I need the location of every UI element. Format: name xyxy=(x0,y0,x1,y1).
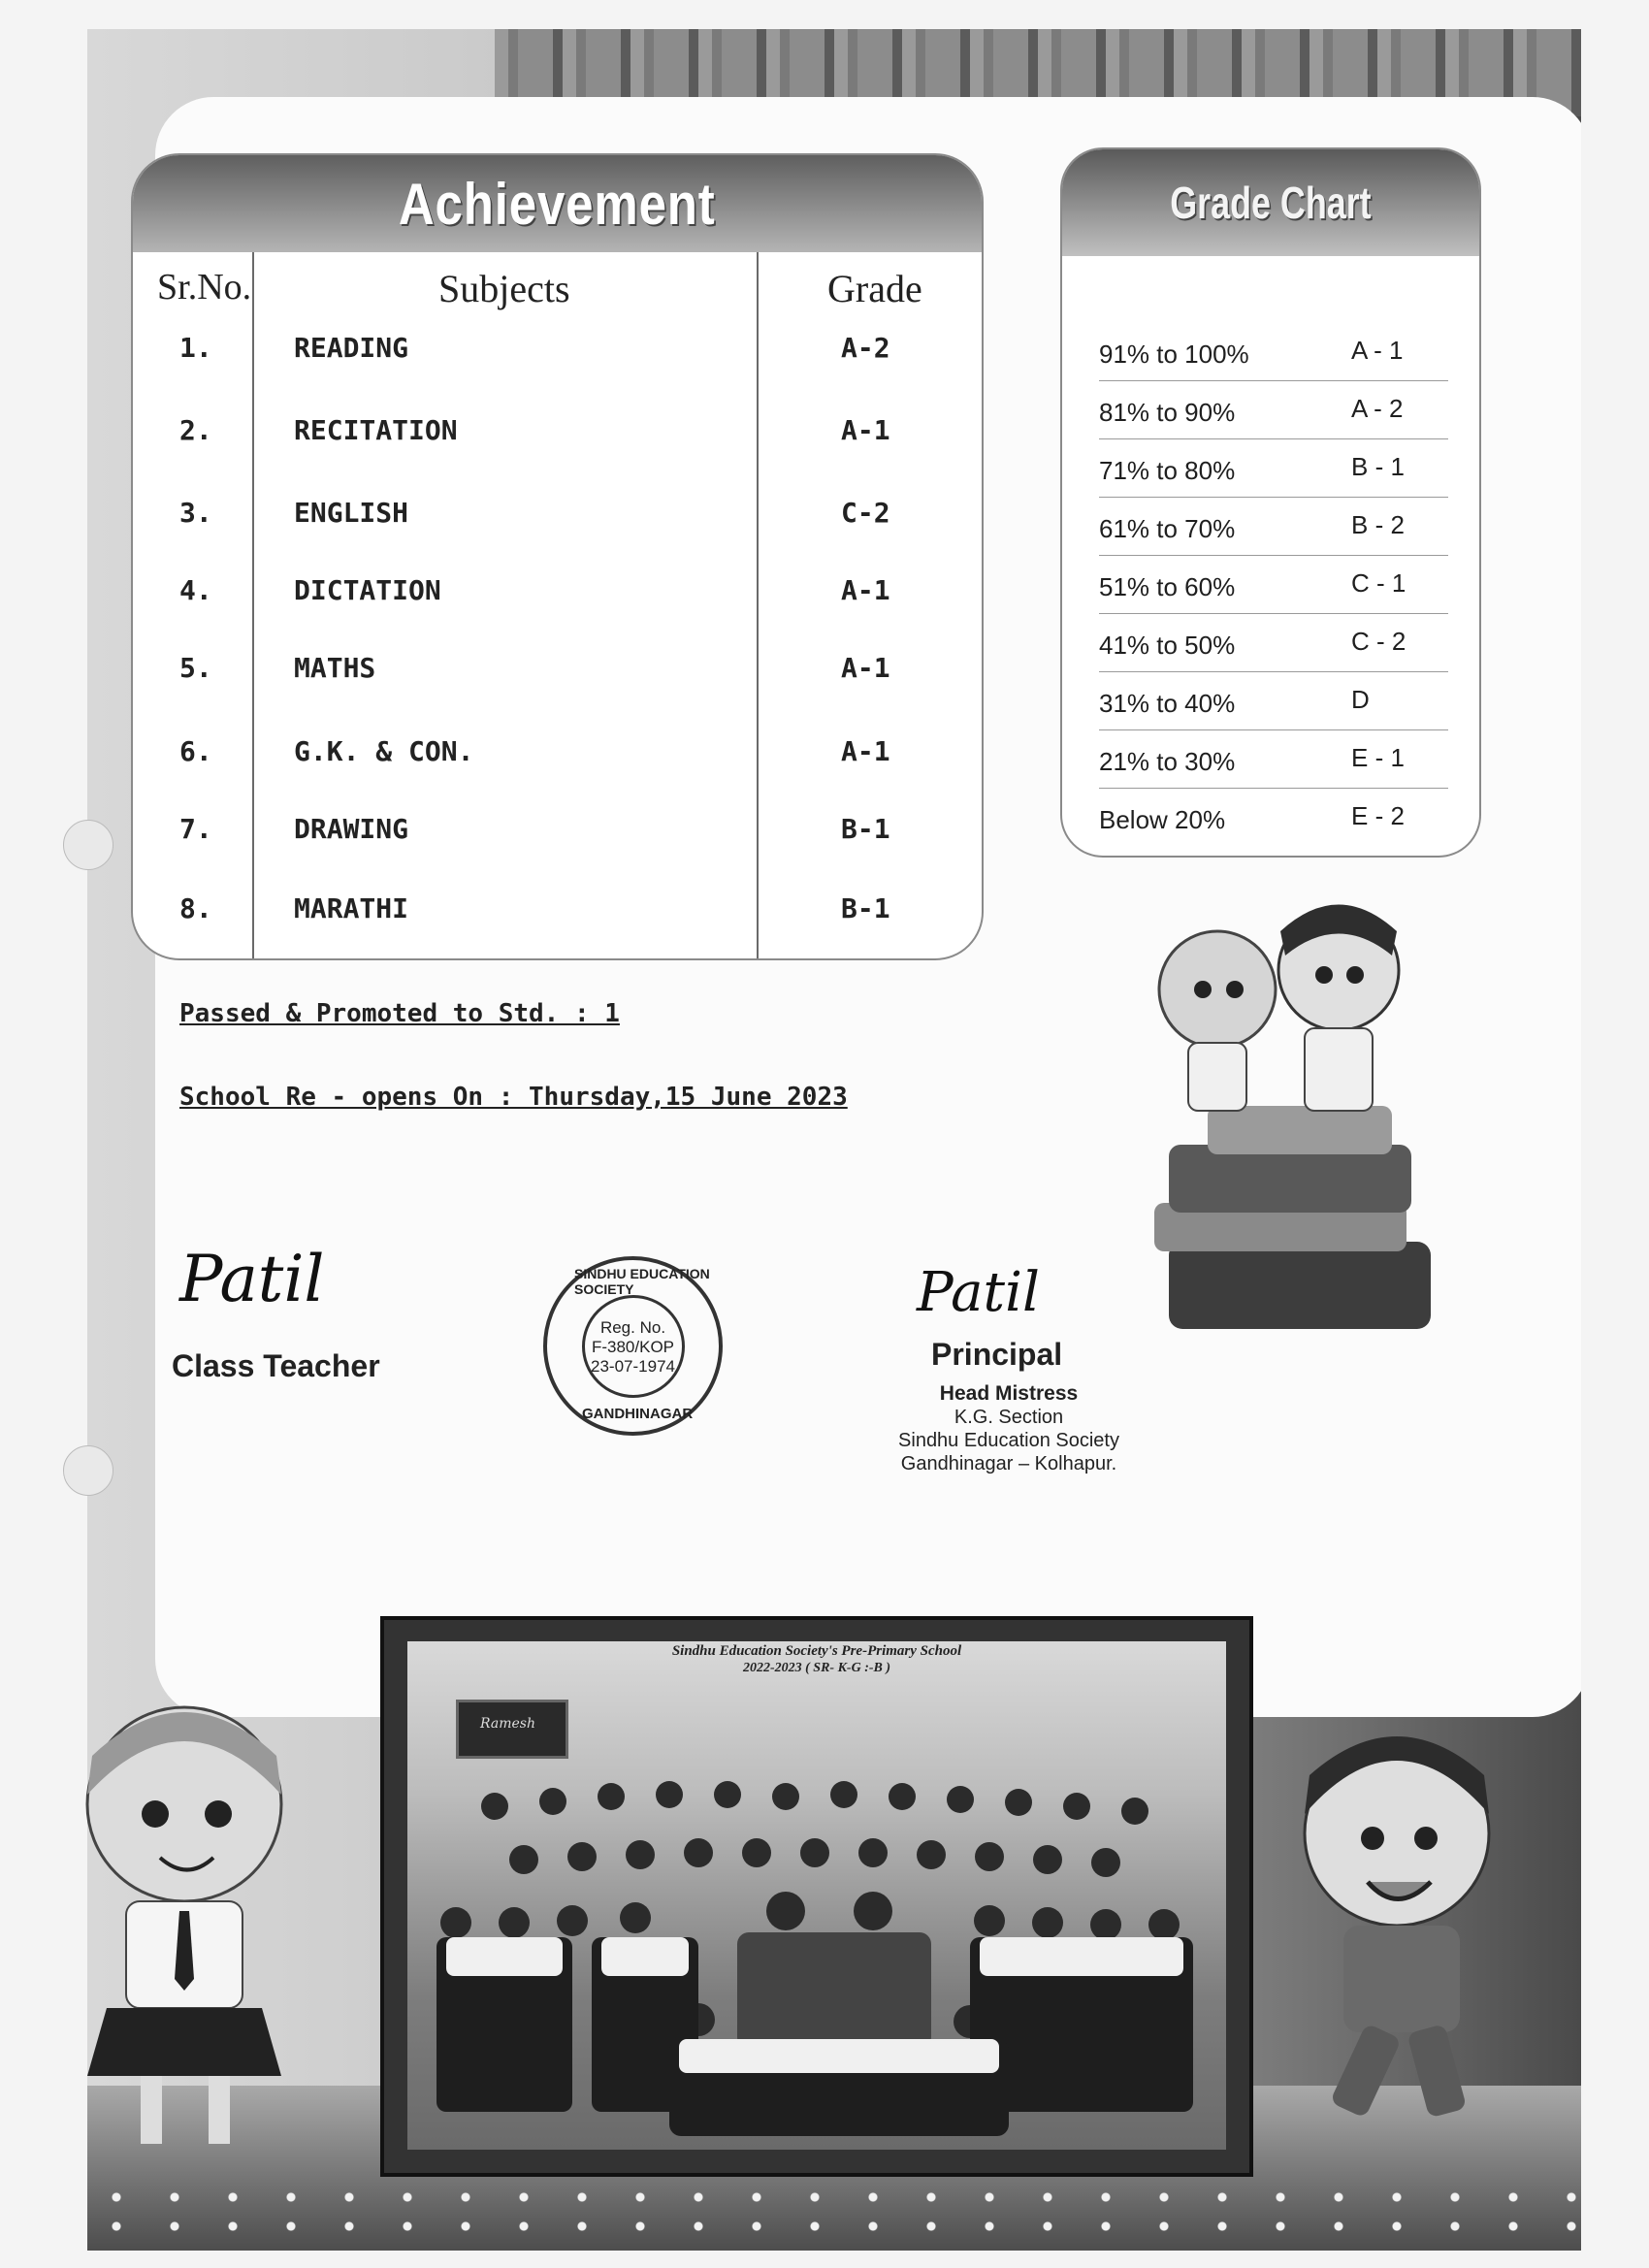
stamp-bottom-text: GANDHINAGAR xyxy=(582,1406,694,1422)
grade-value: C - 2 xyxy=(1351,627,1406,656)
row-subject: MARATHI xyxy=(294,892,409,924)
grade-chart-row xyxy=(1099,555,1448,614)
row-subject: DICTATION xyxy=(294,574,441,606)
grade-range: 21% to 30% xyxy=(1099,747,1236,776)
grade-value: C - 1 xyxy=(1351,568,1406,598)
achievement-body xyxy=(133,252,982,958)
grade-chart-row xyxy=(1099,380,1448,439)
grade-chart-row xyxy=(1099,322,1448,381)
table-row xyxy=(133,892,982,951)
principal-title: Head Mistress xyxy=(939,1382,1079,1405)
row-subject: ENGLISH xyxy=(294,497,409,529)
row-sr: 1. xyxy=(179,332,212,364)
grade-value: E - 2 xyxy=(1351,801,1405,830)
promotion-text: Passed & Promoted to Std. : 1 xyxy=(179,999,620,1028)
grade-value: A - 1 xyxy=(1351,336,1404,365)
row-sr: 2. xyxy=(179,414,212,446)
row-grade: A-1 xyxy=(841,574,890,606)
row-grade: A-1 xyxy=(841,735,890,767)
row-grade: C-2 xyxy=(841,497,890,529)
kids-on-books-illustration xyxy=(1101,883,1489,1348)
grade-chart-row xyxy=(1099,729,1448,789)
header-subjects: Subjects xyxy=(438,267,570,310)
principal-label: Principal xyxy=(931,1337,1063,1372)
row-sr: 5. xyxy=(179,652,212,684)
table-row xyxy=(133,574,982,632)
grade-range: 81% to 90% xyxy=(1099,398,1236,427)
grade-chart-row xyxy=(1099,438,1448,498)
grade-chart-row xyxy=(1099,671,1448,730)
achievement-title: Achievement xyxy=(399,171,716,237)
grade-chart-title: Grade Chart xyxy=(1170,178,1372,228)
class-photo xyxy=(407,1641,1226,2150)
class-photo-frame xyxy=(380,1616,1253,2177)
row-sr: 4. xyxy=(179,574,212,606)
class-teacher-signature: Patil xyxy=(179,1242,325,1316)
grade-chart-row xyxy=(1099,788,1448,846)
girl-cartoon-illustration xyxy=(58,1688,310,2173)
punch-hole xyxy=(63,820,113,870)
stamp-reg-number: F-380/KOP xyxy=(591,1338,675,1356)
grade-range: 91% to 100% xyxy=(1099,340,1249,369)
grade-range: 61% to 70% xyxy=(1099,514,1236,543)
board-logo-text: Ramesh xyxy=(480,1716,535,1732)
table-row xyxy=(133,652,982,710)
row-subject: RECITATION xyxy=(294,414,458,446)
grade-range: 71% to 80% xyxy=(1099,456,1236,485)
grade-value: B - 2 xyxy=(1351,510,1405,539)
principal-line-2: Sindhu Education Society xyxy=(898,1430,1119,1451)
table-row xyxy=(133,813,982,871)
row-grade: B-1 xyxy=(841,892,890,924)
society-stamp xyxy=(543,1256,723,1436)
row-sr: 7. xyxy=(179,813,212,845)
grade-value: E - 1 xyxy=(1351,743,1405,772)
row-subject: MATHS xyxy=(294,652,376,684)
table-row xyxy=(133,414,982,472)
principal-line-3: Gandhinagar – Kolhapur. xyxy=(900,1453,1117,1474)
row-subject: G.K. & CON. xyxy=(294,735,474,767)
table-row xyxy=(133,497,982,555)
achievement-header xyxy=(133,155,982,252)
class-teacher-label: Class Teacher xyxy=(172,1348,380,1383)
grade-chart xyxy=(1060,147,1481,858)
dots-decoration xyxy=(87,2183,1581,2241)
class-group-illustration xyxy=(407,1641,1226,2150)
table-row xyxy=(133,735,982,794)
boy-cartoon-illustration xyxy=(1251,1727,1542,2144)
header-grade: Grade xyxy=(827,267,922,310)
table-row xyxy=(133,332,982,390)
grade-value: B - 1 xyxy=(1351,452,1405,481)
row-subject: READING xyxy=(294,332,409,364)
grade-range: 41% to 50% xyxy=(1099,631,1236,660)
principal-signature: Patil xyxy=(917,1261,1040,1324)
row-grade: A-1 xyxy=(841,414,890,446)
grade-value: A - 2 xyxy=(1351,394,1404,423)
grade-value: D xyxy=(1351,685,1370,714)
reopen-text: School Re - opens On : Thursday,15 June 2023 xyxy=(179,1083,848,1112)
row-sr: 6. xyxy=(179,735,212,767)
principal-line-1: K.G. Section xyxy=(954,1407,1064,1428)
row-grade: A-1 xyxy=(841,652,890,684)
row-subject: DRAWING xyxy=(294,813,409,845)
row-sr: 8. xyxy=(179,892,212,924)
header-sr-no: Sr.No. xyxy=(157,267,252,308)
grade-range: 31% to 40% xyxy=(1099,689,1236,718)
grade-range: 51% to 60% xyxy=(1099,572,1236,601)
photo-caption-school: Sindhu Education Society's Pre-Primary School xyxy=(671,1643,962,1659)
stamp-reg-label: Reg. No. xyxy=(599,1318,666,1337)
stamp-reg-date: 23-07-1974 xyxy=(591,1357,675,1376)
row-sr: 3. xyxy=(179,497,212,529)
grade-chart-header xyxy=(1062,149,1479,256)
grade-chart-row xyxy=(1099,497,1448,556)
grade-range: Below 20% xyxy=(1099,805,1226,834)
row-grade: B-1 xyxy=(841,813,890,845)
achievement-table xyxy=(131,153,984,960)
punch-hole xyxy=(63,1445,113,1496)
stamp-ring-text: SINDHU EDUCATION SOCIETY xyxy=(574,1266,710,1297)
photo-caption-year: 2022-2023 ( SR- K-G :-B ) xyxy=(742,1661,891,1675)
grade-chart-row xyxy=(1099,613,1448,672)
row-grade: A-2 xyxy=(841,332,890,364)
